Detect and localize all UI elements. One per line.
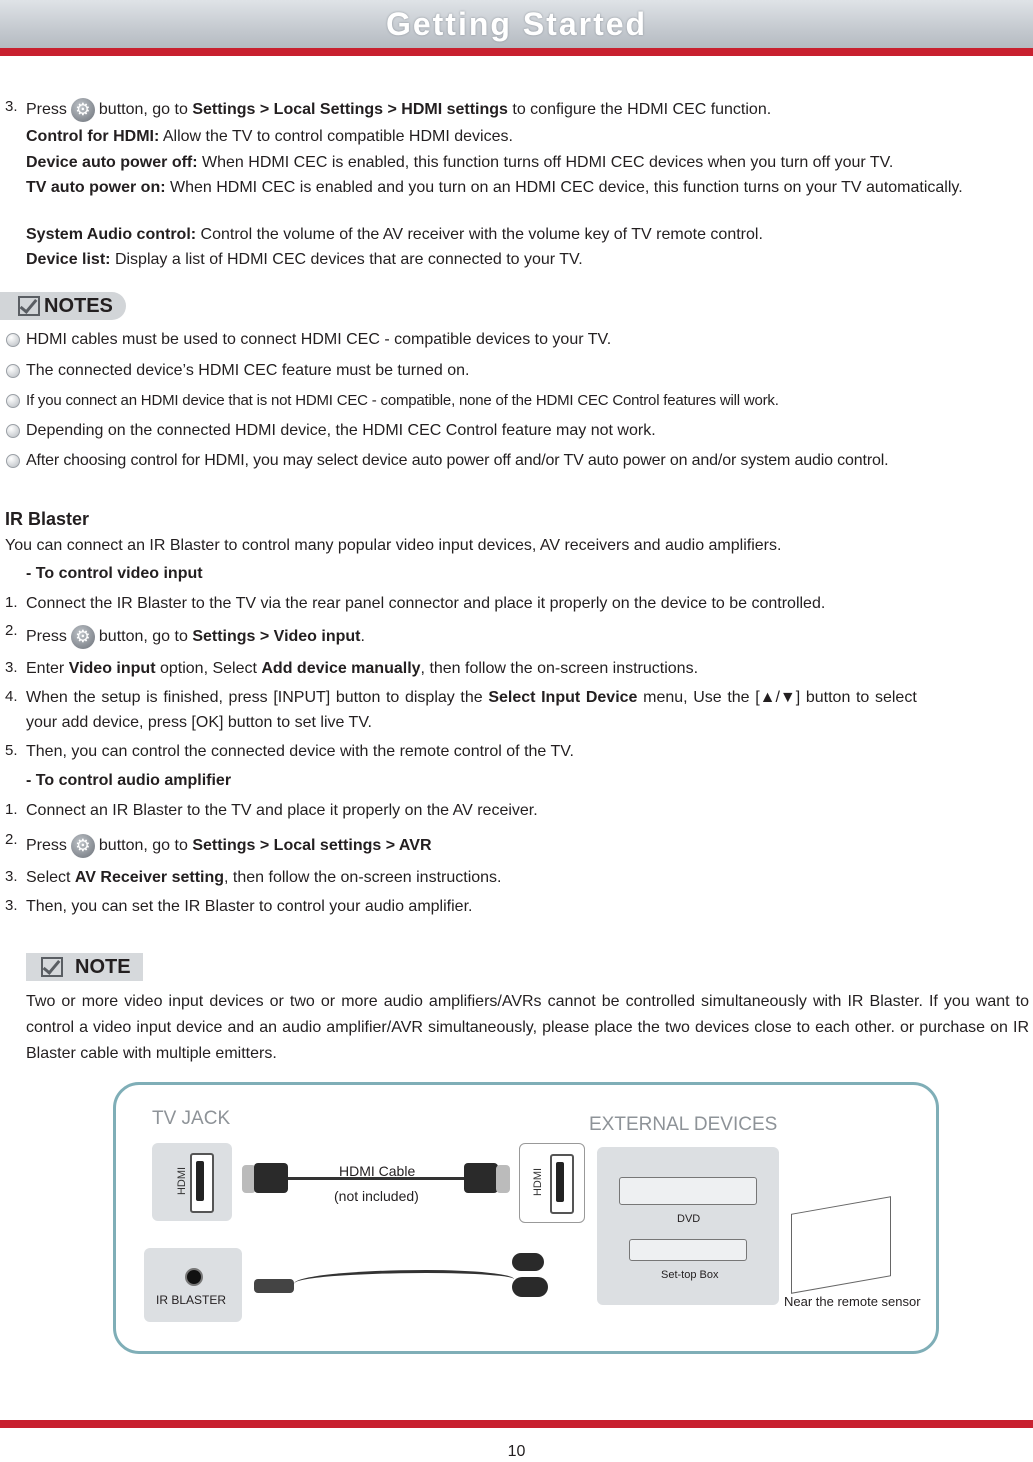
menu-path: Settings > Video input — [192, 628, 361, 646]
note-banner — [26, 953, 143, 981]
menu-path: Settings > Local settings > AVR — [192, 837, 432, 855]
step-number: 2. — [5, 622, 18, 639]
step-text: When the setup is finished, press [INPUT] button to display the — [26, 689, 483, 706]
receiver-sensor-icon — [791, 1196, 891, 1294]
hdmi-port-icon — [190, 1153, 214, 1213]
step-number: 3. — [5, 98, 18, 115]
ir-blaster-jack-box — [144, 1248, 242, 1322]
step-number: 4. — [5, 688, 18, 705]
step-text: menu, Use the [▲/▼] button to select — [643, 689, 917, 706]
hdmi-settings-step — [26, 98, 771, 122]
step-number: 1. — [5, 801, 18, 818]
note-item: The connected device’s HDMI CEC feature must be turned on. — [26, 362, 470, 379]
step-text: Press — [26, 837, 67, 855]
setting-item — [26, 250, 583, 270]
gear-icon: ⚙ — [71, 625, 95, 649]
ir-cable-line — [294, 1270, 514, 1293]
tv-hdmi-port-box — [152, 1143, 232, 1221]
setting-desc: When HDMI CEC is enabled, this function turns off HDMI CEC devices when you turn off your TV. — [202, 154, 894, 171]
gear-icon: ⚙ — [71, 98, 95, 122]
setting-term: Device list: — [26, 251, 111, 268]
setting-term: TV auto power on: — [26, 179, 166, 196]
notes-label: NOTES — [44, 295, 113, 317]
note-item: After choosing control for HDMI, you may select device auto power off and/or TV auto power on and/or system audio control. — [26, 452, 889, 469]
setting-desc: Display a list of HDMI CEC devices that are connected to your TV. — [114, 251, 583, 268]
menu-option: Video input — [68, 660, 156, 677]
not-included-label: (not included) — [334, 1188, 419, 1204]
external-devices-label: EXTERNAL DEVICES — [589, 1114, 778, 1135]
step-text: , then follow the on-screen instructions. — [420, 660, 699, 677]
setting-term: Control for HDMI: — [26, 128, 160, 145]
page-number: 10 — [507, 1443, 526, 1460]
note-item: HDMI cables must be used to connect HDMI CEC - compatible devices to your TV. — [26, 331, 612, 348]
menu-option: AV Receiver setting — [74, 869, 225, 886]
step-text — [26, 688, 917, 708]
step-text — [26, 834, 432, 858]
step-number: 5. — [5, 742, 18, 759]
hdmi-port-icon — [550, 1154, 574, 1214]
bullet-icon — [6, 394, 20, 408]
hdmi-port-label: HDMI — [176, 1166, 189, 1196]
set-top-box-icon — [629, 1239, 747, 1261]
note-label: NOTE — [75, 956, 131, 978]
set-top-box-label: Set-top Box — [661, 1269, 719, 1281]
menu-path: Settings > Local Settings > HDMI settings — [192, 101, 508, 119]
hdmi-plug-tip-icon — [496, 1165, 510, 1193]
gear-icon: ⚙ — [71, 834, 95, 858]
step-text: Enter — [26, 660, 65, 677]
setting-term: Device auto power off: — [26, 154, 198, 171]
step-number: 3. — [5, 868, 18, 885]
setting-desc: Allow the TV to control compatible HDMI devices. — [162, 128, 513, 145]
dvd-label: DVD — [677, 1213, 701, 1225]
step-text: . — [360, 628, 365, 646]
device-hdmi-port-box — [519, 1143, 585, 1223]
step-number: 1. — [5, 594, 18, 611]
step-text: Press — [26, 628, 67, 646]
footer-accent-line — [0, 1420, 1033, 1428]
step-text — [26, 659, 698, 679]
note-check-icon — [41, 957, 63, 977]
step-text: to configure the HDMI CEC function. — [512, 101, 772, 119]
near-sensor-label: Near the remote sensor — [784, 1294, 921, 1309]
step-text: your add device, press [OK] button to set live TV. — [26, 714, 372, 731]
step-number: 2. — [5, 831, 18, 848]
bullet-icon — [6, 364, 20, 378]
setting-item — [26, 175, 1029, 201]
step-text — [26, 868, 502, 888]
subheading: - To control audio amplifier — [26, 772, 232, 789]
ir-jack-icon — [185, 1268, 203, 1286]
setting-term: System Audio control: — [26, 226, 197, 243]
step-text: , then follow the on-screen instructions. — [224, 869, 502, 886]
ir-emitter-icon — [512, 1277, 548, 1297]
setting-item — [26, 153, 893, 173]
setting-item — [26, 127, 513, 147]
subheading: - To control video input — [26, 565, 203, 582]
ir-plug-icon — [254, 1279, 294, 1293]
bullet-icon — [6, 333, 20, 347]
note-check-icon — [18, 296, 40, 316]
step-number: 3. — [5, 659, 18, 676]
step-text: button, go to — [98, 628, 188, 646]
note-item: If you connect an HDMI device that is not HDMI CEC - compatible, none of the HDMI CEC Control features will work. — [26, 392, 779, 409]
ir-emitter-icon — [512, 1253, 544, 1271]
connection-diagram — [113, 1082, 939, 1354]
bullet-icon — [6, 454, 20, 468]
step-text: Then, you can set the IR Blaster to control your audio amplifier. — [26, 898, 473, 915]
step-number: 3. — [5, 897, 18, 914]
note-text: Two or more video input devices or two or more audio amplifiers/AVRs cannot be controlled simultaneously with IR Blaster. If you want to control a video input device and an audio amplifier/AVR simultaneously, please place the two devices close to each other. or purchase on IR Blaster cable with multiple emitters. — [26, 993, 1029, 1062]
hdmi-plug-icon — [464, 1163, 498, 1193]
page-title: Getting Started — [385, 6, 648, 42]
step-text: button, go to — [98, 101, 188, 119]
hdmi-cable-label: HDMI Cable — [339, 1163, 416, 1179]
menu-option: Select Input Device — [488, 689, 638, 706]
step-text: option, Select — [159, 660, 257, 677]
external-devices-box — [597, 1147, 779, 1305]
ir-blaster-label: IR BLASTER — [156, 1293, 227, 1307]
section-heading: IR Blaster — [5, 509, 90, 529]
dvd-player-icon — [619, 1177, 757, 1205]
setting-desc: When HDMI CEC is enabled and you turn on an HDMI CEC device, this function turns on your TV automatically. — [170, 179, 963, 196]
step-text: Then, you can control the connected device with the remote control of the TV. — [26, 743, 574, 760]
menu-option: Add device manually — [261, 660, 421, 677]
notes-banner — [0, 292, 126, 320]
section-intro: You can connect an IR Blaster to control many popular video input devices, AV receivers and audio amplifiers. — [5, 537, 782, 554]
step-text: Connect an IR Blaster to the TV and place it properly on the AV receiver. — [26, 802, 538, 819]
setting-item — [26, 225, 763, 245]
page-header — [0, 0, 1033, 56]
step-text: Select — [26, 869, 71, 886]
hdmi-port-label: HDMI — [532, 1167, 545, 1197]
tv-jack-label: TV JACK — [152, 1108, 231, 1129]
header-accent-line — [0, 48, 1033, 56]
setting-desc: Control the volume of the AV receiver with the volume key of TV remote control. — [200, 226, 763, 243]
step-text: Connect the IR Blaster to the TV via the rear panel connector and place it properly on the device to be controlled. — [26, 595, 826, 612]
step-text: Press — [26, 101, 67, 119]
hdmi-plug-icon — [254, 1163, 288, 1193]
step-text — [26, 625, 365, 649]
bullet-icon — [6, 424, 20, 438]
step-text: button, go to — [98, 837, 188, 855]
note-item: Depending on the connected HDMI device, the HDMI CEC Control feature may not work. — [26, 422, 656, 439]
